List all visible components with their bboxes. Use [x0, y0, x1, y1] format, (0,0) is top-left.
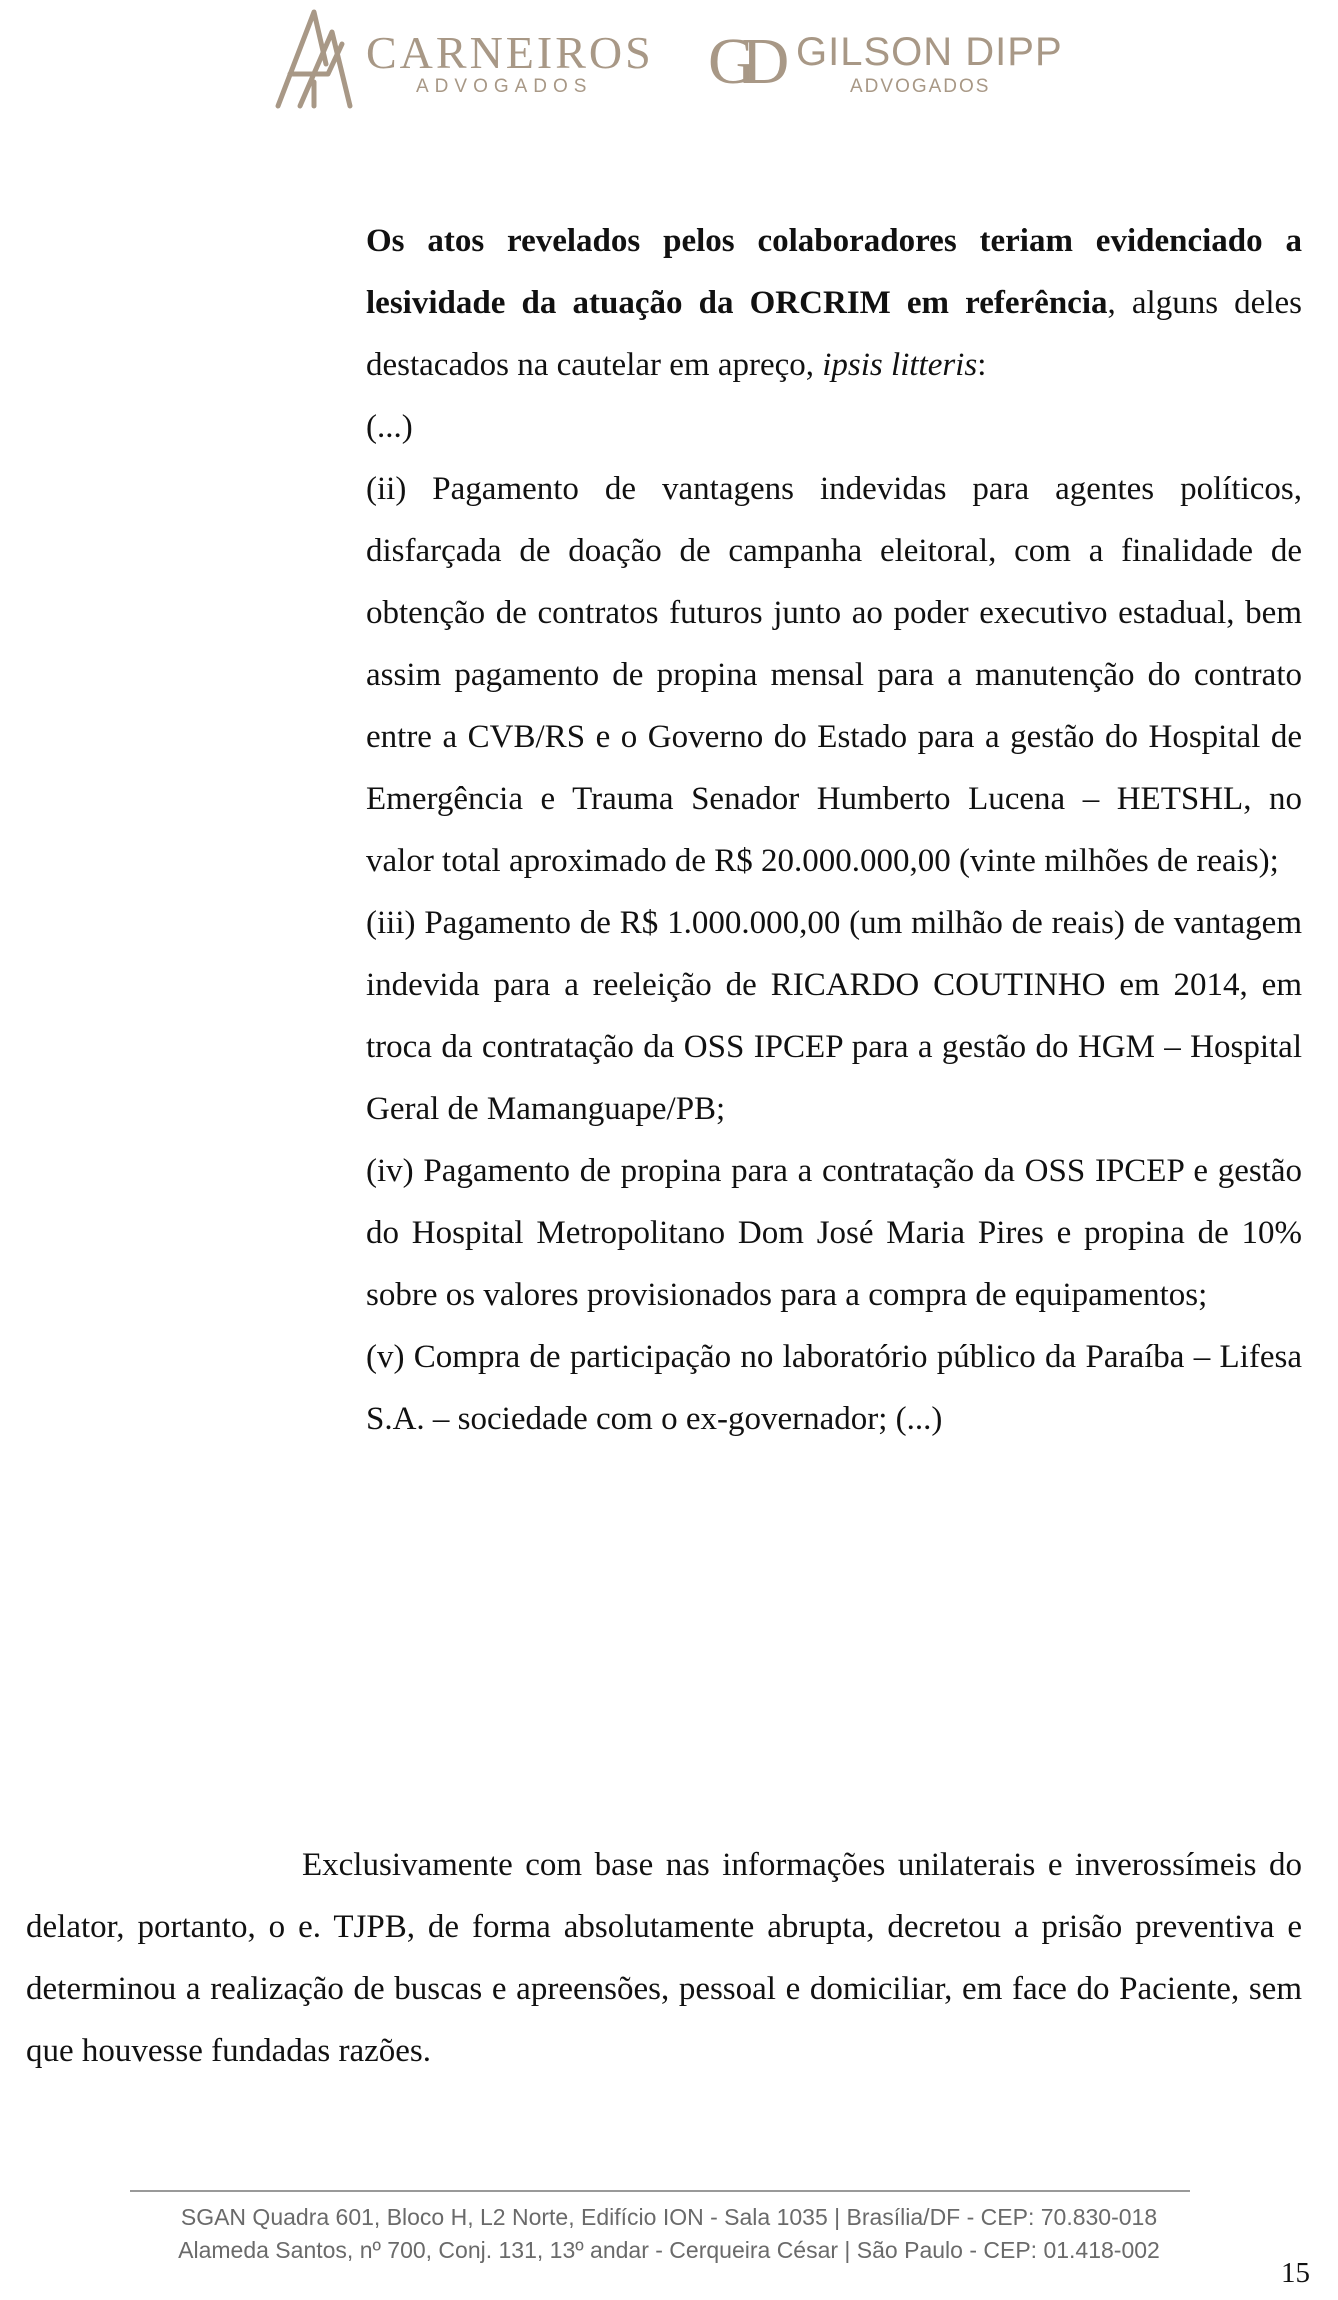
carneiros-logo — [270, 4, 654, 114]
quote-lead-italic: ipsis litteris — [822, 347, 978, 383]
quote-item-ii: (ii) Pagamento de vantagens indevidas para agentes políticos, disfarçada de doação de campanha eleitoral, com a finalidade de obtenção de contratos futuros junto ao poder executivo estadual, bem assim pagamento de propina mensal para a manutenção do contrato entre a CVB/RS e o Governo do Estado para a gestão do Hospital de Emergência e Trauma Senador Humberto Lucena – HETSHL, no valor total aproximado de R$ 20.000.000,00 (vinte milhões de reais); — [366, 471, 1302, 879]
carneiros-monogram-icon — [270, 4, 360, 114]
page-number: 15 — [1281, 2257, 1310, 2289]
gilson-dipp-subtitle: ADVOGADOS — [850, 76, 991, 97]
quoted-excerpt — [366, 210, 1302, 1450]
quote-ellipsis: (...) — [366, 409, 413, 445]
body-paragraph: Exclusivamente com base nas informações unilaterais e inverossímeis do delator, portanto, o e. TJPB, de forma absolutamente abrupta, decretou a prisão preventiva e determinou a realização de buscas e apreensões, pessoal e domiciliar, em face do Paciente, sem que houvesse fundadas razões. — [26, 1847, 1302, 2069]
quote-item-iv: (iv) Pagamento de propina para a contratação da OSS IPCEP e gestão do Hospital Metropolitano Dom José Maria Pires e propina de 10% sobre os valores provisionados para a compra de equipamentos; — [366, 1153, 1302, 1313]
gilson-dipp-logo — [708, 24, 1063, 104]
carneiros-name: CARNEIROS — [366, 27, 654, 78]
footer-address-sao-paulo: Alameda Santos, nº 700, Conj. 131, 13º andar - Cerqueira César | São Paulo - CEP: 01.418-002 — [178, 2237, 1160, 2263]
quote-lead-paragraph — [366, 210, 1302, 396]
footer-divider — [130, 2190, 1190, 2192]
letterhead — [0, 0, 1338, 120]
quote-item-iii: (iii) Pagamento de R$ 1.000.000,00 (um milhão de reais) de vantagem indevida para a reeleição de RICARDO COUTINHO em 2014, em troca da contratação da OSS IPCEP para a gestão do HGM – Hospital Geral de Mamanguape/PB; — [366, 905, 1302, 1127]
gilson-dipp-name: GILSON DIPP — [796, 30, 1063, 74]
quote-lead-text: , alguns deles destacados na cautelar em apreço, — [366, 285, 1302, 383]
footer-address-brasilia: SGAN Quadra 601, Bloco H, L2 Norte, Edifício ION - Sala 1035 | Brasília/DF - CEP: 70.830-018 — [180, 2204, 1158, 2230]
quote-lead-colon: : — [977, 347, 987, 383]
quote-lead-bold: Os atos revelados pelos colaboradores teriam evidenciado a lesividade da atuação da ORCRIM em referência — [366, 223, 1302, 321]
quote-item-v: (v) Compra de participação no laboratório público da Paraíba – Lifesa S.A. – sociedade com o ex-governador; (...) — [366, 1339, 1302, 1437]
gilson-dipp-monogram: GD — [708, 25, 776, 98]
carneiros-subtitle: ADVOGADOS — [416, 76, 593, 97]
